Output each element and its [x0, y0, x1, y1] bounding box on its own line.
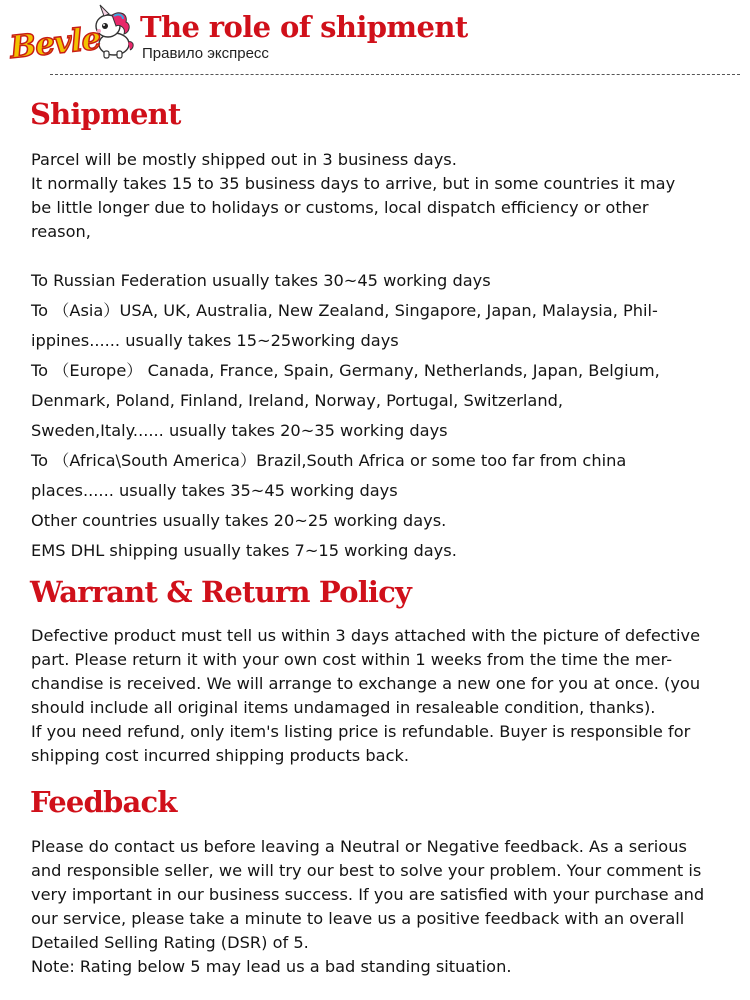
text-line: part. Please return it with your own cost within 1 weeks from the time the mer- — [31, 650, 673, 669]
text-line: should include all original items undamaged in resaleable condition, thanks). — [31, 698, 656, 717]
text-line: Parcel will be mostly shipped out in 3 business days. — [31, 150, 457, 169]
text-line: Detailed Selling Rating (DSR) of 5. — [31, 933, 309, 952]
list-item: To （Africa\South America）Brazil,South Africa or some too far from china — [31, 451, 627, 470]
logo-text: Bevle — [8, 20, 102, 66]
header — [0, 0, 750, 80]
list-item: EMS DHL shipping usually takes 7~15 working days. — [31, 541, 457, 560]
text-line: It normally takes 15 to 35 business days to arrive, but in some countries it may — [31, 174, 676, 193]
text-line: very important in our business success. If you are satisfied with your purchase and — [31, 885, 705, 904]
list-item: To （Europe） Canada, France, Spain, Germany, Netherlands, Japan, Belgium, — [31, 361, 660, 380]
text-line: shipping cost incurred shipping products back. — [31, 746, 409, 765]
shipment-heading: Shipment — [30, 97, 181, 131]
text-line: our service, please take a minute to leave us a positive feedback with an overall — [31, 909, 685, 928]
feedback-text — [31, 835, 743, 979]
warranty-heading: Warrant & Return Policy — [30, 575, 412, 609]
list-item: ippines...... usually takes 15~25working days — [31, 331, 399, 350]
feedback-heading: Feedback — [30, 785, 177, 819]
list-item: places...... usually takes 35~45 working days — [31, 481, 398, 500]
text-line: and responsible seller, we will try our best to solve your problem. Your comment is — [31, 861, 702, 880]
list-item: Denmark, Poland, Finland, Ireland, Norway, Portugal, Switzerland, — [31, 391, 564, 410]
warranty-text — [31, 624, 743, 768]
text-line: Defective product must tell us within 3 days attached with the picture of defective — [31, 626, 701, 645]
brand-logo — [10, 4, 135, 66]
list-item: Other countries usually takes 20~25 working days. — [31, 511, 447, 530]
page-subtitle: Правило экспресс — [142, 45, 269, 62]
text-line: be little longer due to holidays or customs, local dispatch efficiency or other — [31, 198, 649, 217]
text-line: Note: Rating below 5 may lead us a bad standing situation. — [31, 957, 512, 976]
text-line: Please do contact us before leaving a Neutral or Negative feedback. As a serious — [31, 837, 687, 856]
shipment-intro — [31, 148, 743, 244]
header-divider — [50, 74, 740, 76]
text-line: If you need refund, only item's listing price is refundable. Buyer is responsible for — [31, 722, 691, 741]
list-item: To Russian Federation usually takes 30~45 working days — [31, 271, 491, 290]
text-line: reason, — [31, 222, 91, 241]
page-title: The role of shipment — [140, 10, 468, 44]
text-line: chandise is received. We will arrange to exchange a new one for you at once. (you — [31, 674, 701, 693]
list-item: To （Asia）USA, UK, Australia, New Zealand, Singapore, Japan, Malaysia, Phil- — [31, 301, 658, 320]
list-item: Sweden,Italy...... usually takes 20~35 working days — [31, 421, 448, 440]
shipping-time-list — [31, 266, 743, 566]
